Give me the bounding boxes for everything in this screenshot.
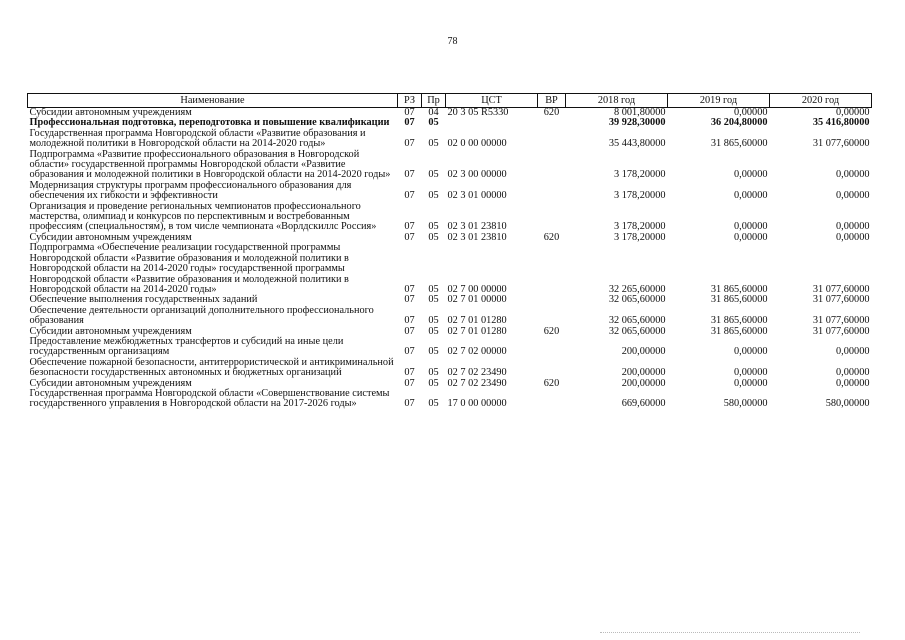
row-2018: 3 178,20000 [614,221,666,233]
header-vr: ВР [538,94,566,108]
row-name: Субсидии автономным учреждениям [29,107,192,118]
row-cst: 02 3 01 23810 [447,221,507,233]
budget-table [27,93,872,410]
table-row [28,150,872,181]
table-row [28,306,872,327]
row-vr: 620 [543,325,560,337]
row-2020: 580,00000 [825,398,870,410]
row-2019: 0,00000 [734,377,768,389]
row-vr [538,295,566,305]
row-pr: 04 [428,107,439,118]
table-row [28,337,872,358]
row-vr [538,150,566,181]
row-vr: 620 [543,231,560,243]
row-pr: 05 [428,283,439,295]
row-name: Государственная программа Новгородской области «Развитие образования и молодежной политики в Новгородской области на 2014-2020 годы» [29,127,366,150]
header-pr: Пр [422,94,446,108]
header-2019: 2019 год [668,94,770,108]
row-rz: 07 [404,346,415,358]
row-rz: 07 [404,190,415,202]
row-pr: 05 [428,398,439,410]
row-pr: 05 [428,190,439,202]
row-2018: 200,00000 [621,367,666,379]
row-2020: 35 416,80000 [812,117,870,129]
row-2018: 200,00000 [621,377,666,389]
row-2019: 31 865,60000 [710,315,768,327]
row-cst: 02 0 00 00000 [447,138,507,150]
row-2019: 580,00000 [723,398,768,410]
row-vr [538,306,566,327]
row-vr: 620 [543,107,560,118]
row-2018: 200,00000 [621,346,666,358]
row-vr [538,389,566,410]
row-cst [446,118,538,128]
row-2018: 669,60000 [621,398,666,410]
table-row [28,389,872,410]
table-row [28,358,872,379]
row-rz: 07 [404,283,415,295]
row-cst: 02 7 01 00000 [447,294,507,306]
row-name: Профессиональная подготовка, переподготовка и повышение квалификации [29,117,390,129]
table-header-row [28,94,872,108]
row-cst: 17 0 00 00000 [447,398,507,410]
table-row [28,181,872,202]
row-pr: 05 [428,221,439,233]
header-2018: 2018 год [566,94,668,108]
row-2018: 32 065,60000 [608,315,666,327]
row-2019: 31 865,60000 [710,138,768,150]
row-rz: 07 [404,231,415,243]
row-2020: 0,00000 [836,346,870,358]
row-2018: 3 178,20000 [614,169,666,181]
row-2020: 0,00000 [836,377,870,389]
row-vr [538,129,566,150]
row-pr: 05 [428,367,439,379]
row-2019: 31 865,60000 [710,325,768,337]
row-2019: 0,00000 [734,107,768,118]
row-pr: 05 [428,377,439,389]
row-2020: 31 077,60000 [812,315,870,327]
row-cst: 02 7 02 23490 [447,367,507,379]
row-2020: 0,00000 [836,107,870,118]
row-cst: 02 7 01 01280 [447,325,507,337]
row-pr: 05 [428,231,439,243]
row-rz: 07 [404,294,415,306]
row-name: Субсидии автономным учреждениям [29,325,192,337]
row-2019: 31 865,60000 [710,294,768,306]
row-2018: 39 928,30000 [608,117,666,129]
header-2020: 2020 год [770,94,872,108]
row-cst: 02 7 02 00000 [447,346,507,358]
header-name: Наименование [28,94,398,108]
scan-artifact-line [600,632,860,635]
row-vr [538,358,566,379]
row-2019: 0,00000 [734,221,768,233]
table-row [28,243,872,295]
row-name: Обеспечение деятельности организаций дополнительного профессионального образования [29,304,374,327]
row-2020: 0,00000 [836,221,870,233]
row-2019: 31 865,60000 [710,283,768,295]
row-rz: 07 [404,325,415,337]
row-rz: 07 [404,315,415,327]
row-pr: 05 [428,169,439,181]
row-name: Предоставление межбюджетных трансфертов и субсидий на иные цели государственным организациям [29,335,344,358]
row-cst: 02 7 01 01280 [447,315,507,327]
row-2019: 0,00000 [734,346,768,358]
row-name: Организация и проведение региональных чемпионатов профессионального мастерства, олимпиад и конкурсов по перспективным и востребованным профессиям (специальностям), в том числе чемпионата «Ворлдскиллс Россия» [29,200,377,233]
row-pr: 05 [428,325,439,337]
row-rz: 07 [404,398,415,410]
row-vr [538,243,566,295]
row-2018: 35 443,80000 [608,138,666,150]
row-name: Обеспечение выполнения государственных заданий [29,294,258,306]
row-2020: 0,00000 [836,231,870,243]
row-rz: 07 [404,221,415,233]
table-row [28,129,872,150]
row-cst: 02 3 01 23810 [447,231,507,243]
row-name: Подпрограмма «Обеспечение реализации государственной программы Новгородской области «Развитие образования и молодежной политики в Новгородской области на 2014-2020 годы» государственной программы Новгородской области «Развитие образования и молодежной политики в Новгородской области на 2014-2020 годы» [29,242,349,295]
row-2019: 0,00000 [734,231,768,243]
row-name: Субсидии автономным учреждениям [29,377,192,389]
row-2019: 0,00000 [734,190,768,202]
row-2018: 3 178,20000 [614,190,666,202]
row-2020: 0,00000 [836,367,870,379]
row-2019: 36 204,80000 [710,117,768,129]
row-rz: 07 [404,367,415,379]
row-vr: 620 [543,377,560,389]
row-rz: 07 [404,107,415,118]
row-cst: 02 3 00 00000 [447,169,507,181]
row-2020: 31 077,60000 [812,294,870,306]
row-rz: 07 [404,377,415,389]
row-2020: 0,00000 [836,190,870,202]
row-name: Подпрограмма «Развитие профессионального образования в Новгородской области» государственной программы Новгородской области «Развитие образования и молодежной политики в Новгородской области на 2014-2020 годы» [29,148,391,181]
row-vr [538,202,566,233]
row-rz: 07 [404,169,415,181]
row-2018: 8 001,80000 [614,107,666,118]
row-vr [538,181,566,202]
row-cst: 02 3 01 00000 [447,190,507,202]
row-2020: 31 077,60000 [812,138,870,150]
row-pr: 05 [428,294,439,306]
row-2020: 0,00000 [836,169,870,181]
row-name: Модернизация структуры программ профессионального образования для обеспечения их гибкости и эффективности [29,179,352,202]
row-name: Субсидии автономным учреждениям [29,231,192,243]
row-name: Обеспечение пожарной безопасности, антитеррористической и антикриминальной безопасности государственных автономных и бюджетных организаций [29,356,394,379]
row-2018: 32 065,60000 [608,294,666,306]
header-rz: РЗ [398,94,422,108]
row-cst: 02 7 02 23490 [447,377,507,389]
row-2020: 31 077,60000 [812,283,870,295]
row-name: Государственная программа Новгородской области «Совершенствование системы государственного управления в Новгородской области на 2017-2026 годы» [29,387,390,410]
row-2019: 0,00000 [734,367,768,379]
row-cst: 02 7 00 00000 [447,283,507,295]
row-pr: 05 [428,117,439,129]
row-pr: 05 [428,138,439,150]
row-2019: 0,00000 [734,169,768,181]
row-2018: 32 265,60000 [608,283,666,295]
row-vr [538,118,566,128]
header-cst: ЦСТ [446,94,538,108]
row-pr: 05 [428,315,439,327]
row-2018: 32 065,60000 [608,325,666,337]
row-2018: 3 178,20000 [614,231,666,243]
row-vr [538,337,566,358]
row-rz: 07 [404,117,415,129]
table-row [28,202,872,233]
row-pr: 05 [428,346,439,358]
row-2020: 31 077,60000 [812,325,870,337]
row-cst: 20 3 05 R5330 [447,107,509,118]
row-rz: 07 [404,138,415,150]
page-number: 78 [447,36,458,47]
